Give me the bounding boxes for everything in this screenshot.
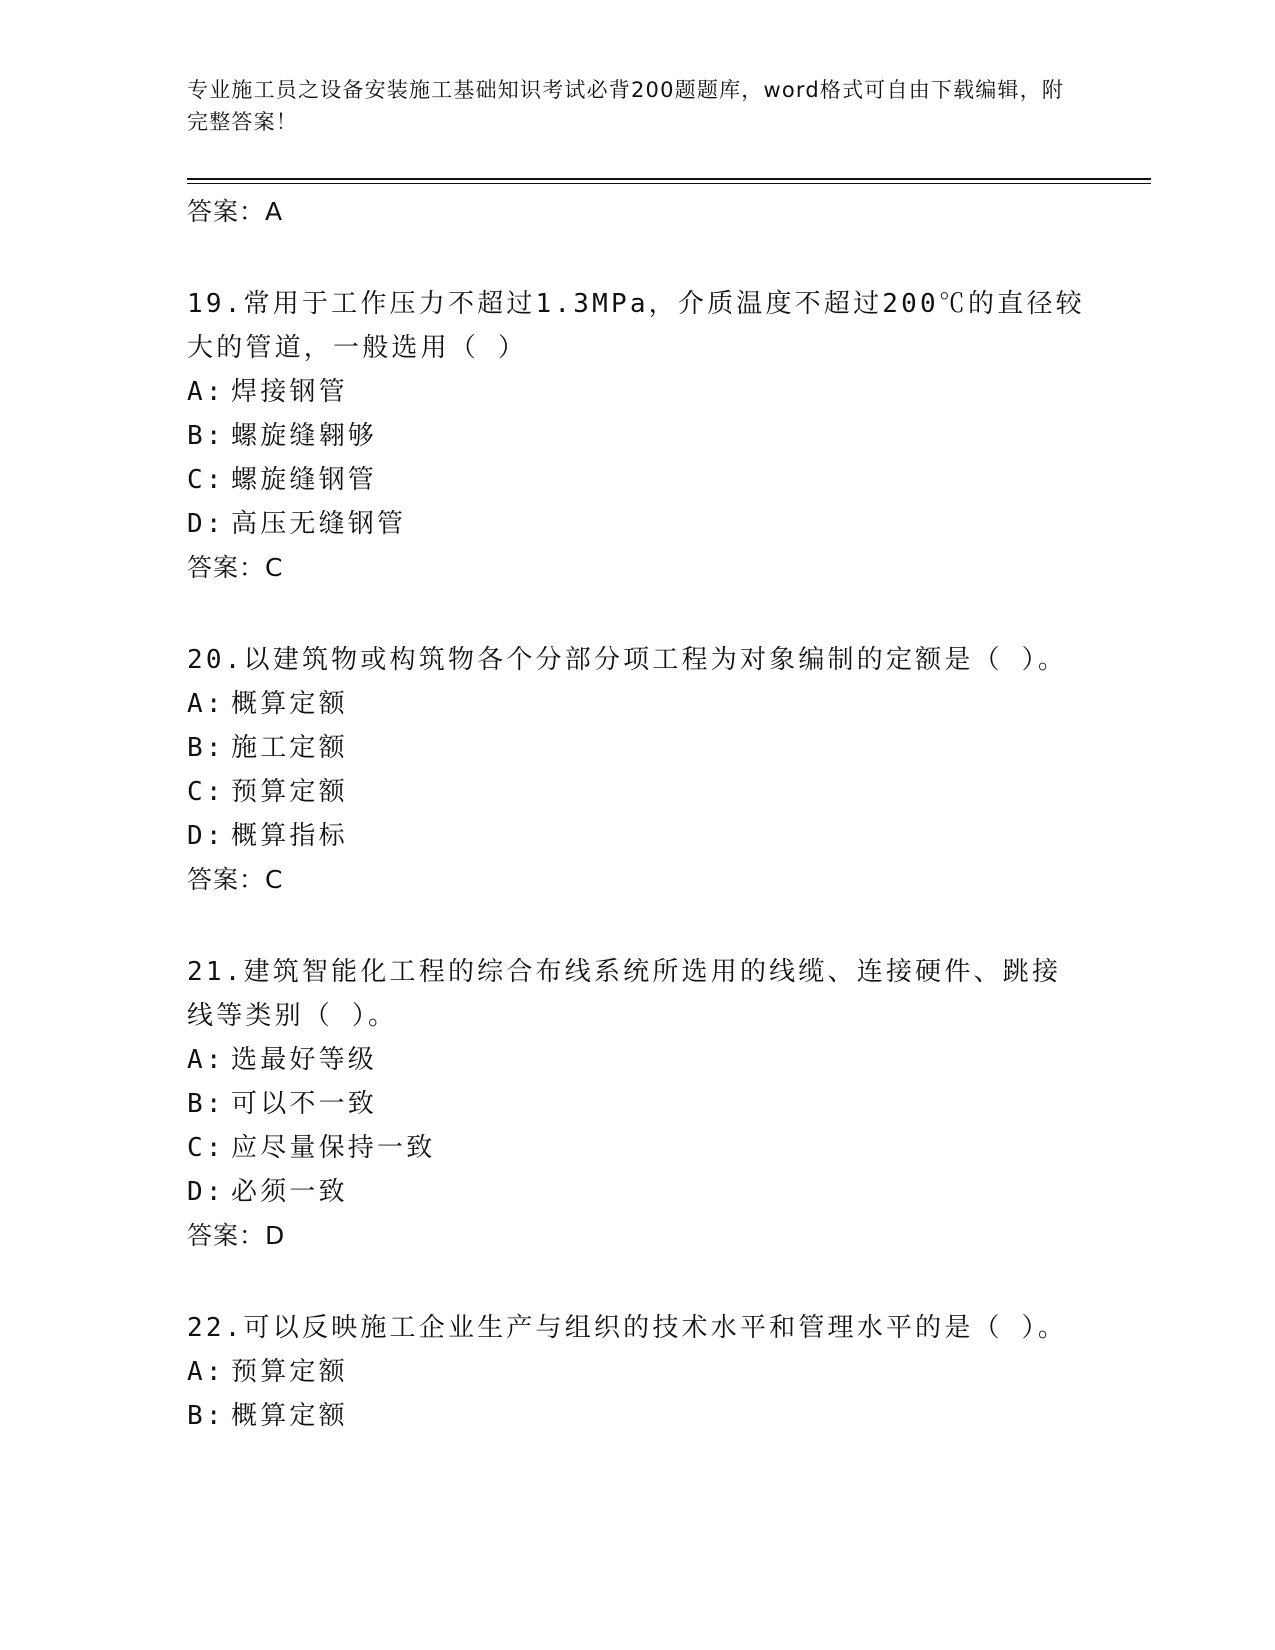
option-d <box>187 1170 1087 1214</box>
option-letter: A: <box>187 689 225 719</box>
option-text: 螺旋缝翱够 <box>231 421 378 451</box>
option-c <box>187 1126 1087 1170</box>
option-text: 概算指标 <box>231 821 348 851</box>
option-a <box>187 682 1087 726</box>
question-block <box>187 282 1087 590</box>
option-a <box>187 1350 1087 1394</box>
option-letter: D: <box>187 509 225 539</box>
option-text: 选最好等级 <box>231 1045 378 1075</box>
option-text: 高压无缝钢管 <box>231 509 407 539</box>
spacer <box>187 902 1087 950</box>
option-c <box>187 770 1087 814</box>
question-block <box>187 950 1087 1258</box>
option-text: 预算定额 <box>231 1357 348 1387</box>
option-letter: B: <box>187 1089 225 1119</box>
header-divider-thin <box>187 183 1151 184</box>
question-block <box>187 1306 1087 1438</box>
option-text: 预算定额 <box>231 777 348 807</box>
option-b <box>187 1082 1087 1126</box>
spacer <box>187 1258 1087 1306</box>
option-text: 概算定额 <box>231 1401 348 1431</box>
question-block <box>187 638 1087 902</box>
spacer <box>187 234 1087 282</box>
option-letter: B: <box>187 1401 225 1431</box>
option-letter: A: <box>187 1045 225 1075</box>
option-letter: A: <box>187 377 225 407</box>
option-b <box>187 414 1087 458</box>
option-a <box>187 370 1087 414</box>
option-text: 施工定额 <box>231 733 348 763</box>
answer-line: 答案：A <box>187 197 284 226</box>
option-b <box>187 1394 1087 1438</box>
option-letter: A: <box>187 1357 225 1387</box>
option-text: 必须一致 <box>231 1177 348 1207</box>
option-d <box>187 814 1087 858</box>
option-letter: C: <box>187 1133 225 1163</box>
answer-line: 答案：C <box>187 865 284 894</box>
option-letter: D: <box>187 1177 225 1207</box>
header-divider-thick <box>187 178 1151 180</box>
answer-line: 答案：D <box>187 1221 286 1250</box>
option-letter: D: <box>187 821 225 851</box>
question-text: 19.常用于工作压力不超过1.3MPa，介质温度不超过200℃的直径较大的管道，一般选用（ ） <box>187 289 1085 363</box>
option-letter: B: <box>187 733 225 763</box>
option-text: 应尽量保持一致 <box>231 1133 436 1163</box>
option-text: 概算定额 <box>231 689 348 719</box>
header-title: 专业施工员之设备安装施工基础知识考试必背200题题库，word格式可自由下载编辑，附完整答案！ <box>187 78 1065 134</box>
option-letter: C: <box>187 465 225 495</box>
option-c <box>187 458 1087 502</box>
question-text: 20.以建筑物或构筑物各个分部分项工程为对象编制的定额是（ ）。 <box>187 645 1068 675</box>
option-b <box>187 726 1087 770</box>
option-text: 螺旋缝钢管 <box>231 465 378 495</box>
option-text: 可以不一致 <box>231 1089 378 1119</box>
question-text: 21.建筑智能化工程的综合布线系统所选用的线缆、连接硬件、跳接线等类别（ ）。 <box>187 957 1062 1031</box>
option-text: 焊接钢管 <box>231 377 348 407</box>
question-text: 22.可以反映施工企业生产与组织的技术水平和管理水平的是（ ）。 <box>187 1313 1068 1343</box>
spacer <box>187 590 1087 638</box>
option-d <box>187 502 1087 546</box>
answer-line: 答案：C <box>187 553 284 582</box>
option-a <box>187 1038 1087 1082</box>
option-letter: B: <box>187 421 225 451</box>
option-letter: C: <box>187 777 225 807</box>
question-list <box>187 190 1087 1438</box>
